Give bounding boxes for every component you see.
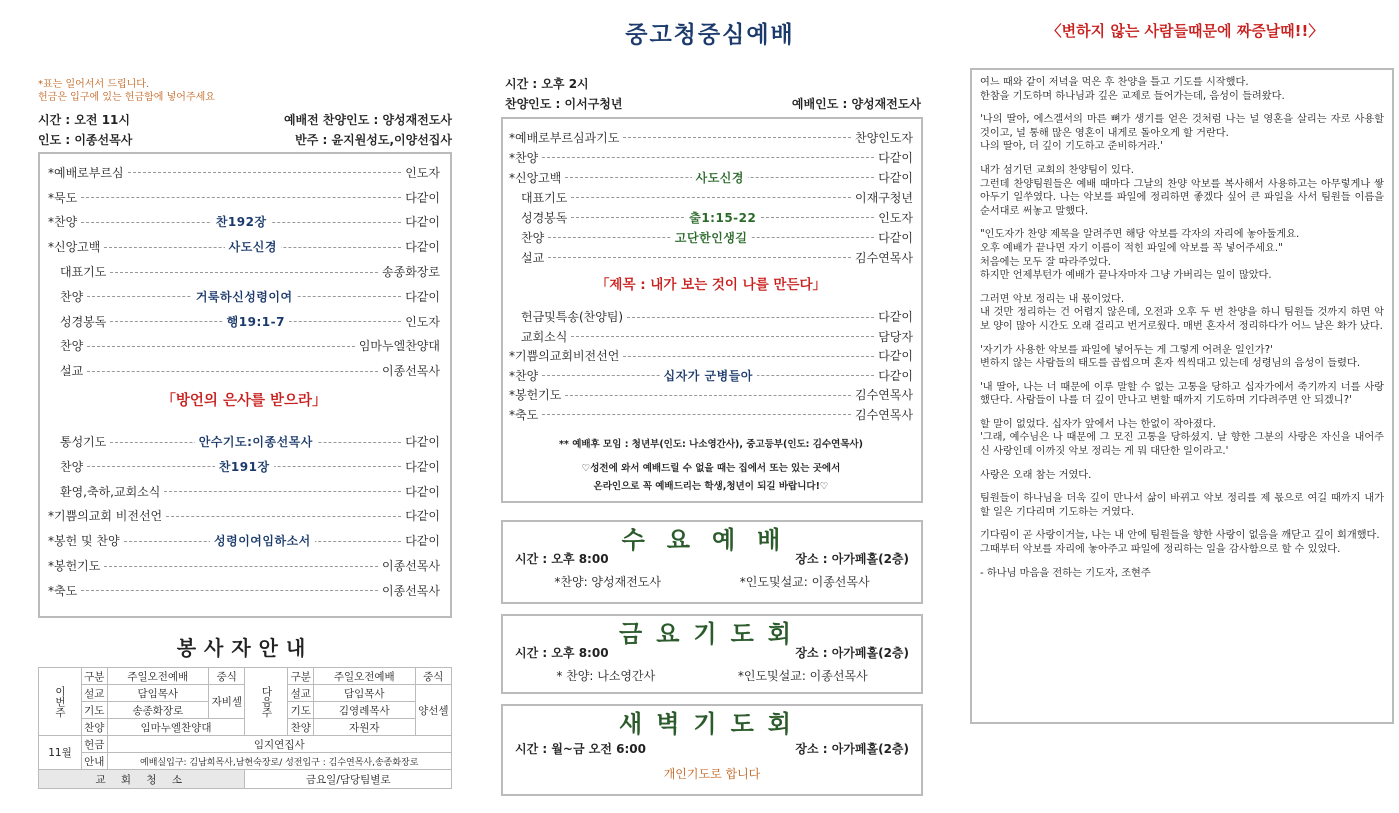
order-row — [48, 309, 440, 334]
order-dots — [565, 170, 874, 184]
order-person: 다같이 — [874, 149, 913, 166]
table-cell: 담임목사 — [107, 685, 209, 702]
wednesday-place: 장소 : 아가페홀(2층) — [795, 552, 909, 566]
order-dots — [110, 435, 401, 449]
table-cell: 기도 — [288, 702, 314, 719]
order-label: 찬양 — [48, 458, 87, 475]
devotional-paragraph: 내가 섬기던 교회의 찬양팀이 있다. 그런데 찬양팀원들은 예배 때마다 그날의 찬양 악보를 복사해서 사용하고는 아무렇게나 쌓아두기 일쑤였다. 나는 악보를 파일에 정리하면 좋겠다 싶어 큰 파일을 사서 팀원들 이름을 순서대로 써놓고 말했다. — [980, 164, 1384, 217]
service-title: 봉사자안내 — [176, 636, 314, 660]
order-label: 교회소식 — [509, 328, 571, 345]
dawn-note: 개인기도로 합니다 — [663, 767, 761, 781]
order-person: 다같이 — [874, 169, 913, 186]
order-label: 대표기도 — [48, 263, 110, 280]
order-person: 인도자 — [401, 313, 440, 330]
morning-praise-leader: 예배전 찬양인도 : 양성재전도사 — [283, 113, 452, 127]
youth-note: ** 예배후 모임 : 청년부(인도: 나소영간사), 중고등부(인도: 김수연목사) — [558, 439, 864, 450]
order-dots — [110, 314, 401, 328]
devotional-paragraph: - 하나님 마음을 전하는 기도자, 조현주 — [980, 567, 1151, 579]
morning-order-list-2 — [48, 429, 440, 603]
order-label: 찬양 — [48, 288, 87, 305]
order-person: 다같이 — [874, 347, 913, 364]
order-label: 찬양 — [48, 337, 87, 354]
order-person: 인도자 — [401, 164, 440, 181]
order-label: *찬양 — [509, 149, 542, 166]
order-dots — [571, 190, 851, 204]
order-label: 설교 — [509, 249, 548, 266]
order-dots — [623, 349, 874, 363]
order-person: 다같이 — [401, 532, 440, 549]
order-row — [48, 504, 440, 529]
table-header: 중식 — [209, 668, 245, 685]
service-table — [38, 667, 452, 789]
youth-praise-leader: 찬양인도 : 이서구청년 — [505, 97, 623, 111]
order-person: 다같이 — [401, 433, 440, 450]
order-dots — [548, 230, 874, 244]
order-label: *기쁨의교회비전선언 — [509, 347, 623, 364]
month-label: 11월 — [39, 736, 82, 770]
order-label: *봉헌기도 — [48, 557, 104, 574]
order-label: *찬양 — [48, 213, 81, 230]
youth-leader: 예배인도 : 양성재전도사 — [791, 97, 921, 111]
this-week-label — [39, 668, 82, 736]
order-label: *봉헌 및 찬양 — [48, 532, 124, 549]
order-row — [48, 334, 440, 359]
order-dots — [81, 190, 401, 204]
order-detail: 거룩하신성령이여 — [192, 288, 297, 305]
devotional-paragraph: "인도자가 찬양 제목을 알려주면 해당 악보를 각자의 자리에 놓아둘게요. 오후 예배가 끝나면 자기 이름이 적힌 파일에 악보를 꼭 넣어주세요." 처음에는 모두 잘 따라주었다. 하지만 언제부턴가 예배가 끝나자마자 그냥 가버리는 일이 많았다. — [980, 229, 1300, 282]
order-person: 다같이 — [401, 288, 440, 305]
friday-title: 금요기도회 — [619, 620, 805, 648]
order-detail: 찬192장 — [212, 213, 271, 230]
order-person: 다같이 — [401, 189, 440, 206]
morning-order-list — [48, 160, 440, 383]
order-person: 이종선목사 — [378, 582, 440, 599]
order-dots — [565, 388, 851, 402]
table-cell: 양선셀 — [415, 685, 451, 736]
youth-time: 시간 : 오후 2시 — [505, 77, 589, 91]
order-row — [509, 147, 913, 167]
wednesday-sermon: *인도및설교: 이종선목사 — [739, 575, 870, 589]
order-label: 헌금및특송(찬양팀) — [509, 308, 627, 325]
table-cell: 교 회 청 소 — [39, 770, 245, 789]
order-person: 찬양인도자 — [851, 129, 913, 146]
devotional-paragraph: 여느 때와 같이 저녁을 먹은 후 찬양을 틀고 기도를 시작했다. 한참을 기도하며 하나님과 깊은 교제로 들어가는데, 음성이 들려왔다. — [980, 77, 1285, 102]
order-label: 환영,축하,교회소식 — [48, 483, 164, 500]
dawn-time: 시간 : 월~금 오전 6:00 — [515, 742, 646, 756]
order-row — [48, 284, 440, 309]
nextweek-text: 다음주 — [260, 685, 273, 718]
friday-place: 장소 : 아가페홀(2층) — [795, 646, 909, 660]
friday-time: 시간 : 오후 8:00 — [515, 646, 609, 660]
order-row — [48, 210, 440, 235]
order-row — [48, 578, 440, 603]
dawn-service-box — [501, 704, 923, 796]
order-dots — [128, 165, 402, 179]
youth-header-row — [501, 94, 923, 114]
order-row — [509, 127, 913, 147]
order-row — [509, 307, 913, 327]
order-detail: 행19:1-7 — [223, 313, 289, 330]
order-row — [509, 227, 913, 247]
order-person: 다같이 — [874, 229, 913, 246]
devotional-paragraph: '내 딸아, 나는 너 때문에 이루 말할 수 없는 고통을 당하고 십자가에서 죽기까지 너를 사랑했단다. 사람들이 나를 더 깊이 만나고 변할 때까지 기도하며 기다려주면 안 되겠니?' — [980, 381, 1384, 407]
table-cell: 설교 — [82, 685, 108, 702]
friday-praise: * 찬양: 나소영간사 — [556, 669, 656, 683]
order-label: *예배로부르심과기도 — [509, 129, 623, 146]
order-label: 대표기도 — [509, 189, 571, 206]
next-week-label — [245, 668, 288, 736]
devotional-paragraph: 사랑은 오래 참는 거였다. — [980, 469, 1092, 481]
wednesday-service-box — [501, 520, 923, 604]
order-dots — [124, 534, 402, 548]
order-row — [48, 160, 440, 185]
order-person: 김수연목사 — [851, 386, 913, 403]
order-dots — [571, 329, 874, 343]
friday-leaders — [515, 667, 909, 684]
order-label: *신앙고백 — [509, 169, 565, 186]
order-row — [509, 405, 913, 425]
table-header: 중식 — [415, 668, 451, 685]
order-row — [48, 259, 440, 284]
order-label: *축도 — [509, 406, 542, 423]
table-cell: 예배실입구: 김남희목사,남현숙장로/ 성전입구 : 김수연목사,송종화장로 — [107, 753, 452, 770]
table-cell: 기도 — [82, 702, 108, 719]
morning-order-box — [38, 152, 452, 618]
order-row — [509, 327, 913, 347]
order-label: 설교 — [48, 362, 87, 379]
order-row — [509, 167, 913, 187]
thisweek-text: 이번주 — [54, 685, 66, 718]
table-cell: 임마누엘찬양대 — [107, 719, 245, 736]
order-person: 송종화장로 — [378, 263, 440, 280]
devotional-paragraph: 그러면 악보 정리는 내 몫이었다. 내 것만 정리하는 건 어렵지 않은데, 오전과 오후 두 번 찬양을 하니 팀원들 것까지 하면 악보 양이 많아 시간도 오래 걸리고 번거로웠다. 매번 혼자서 정리하다가 어느 날은 화가 났다. — [980, 293, 1384, 332]
table-cell: 자원자 — [313, 719, 415, 736]
order-person: 다같이 — [401, 458, 440, 475]
dawn-place: 장소 : 아가페홀(2층) — [795, 742, 909, 756]
table-cell: 금요일/담당팀별로 — [245, 770, 452, 789]
order-dots — [87, 364, 378, 378]
order-row — [509, 247, 913, 267]
order-row — [48, 185, 440, 210]
order-row — [48, 234, 440, 259]
youth-order-list-2 — [509, 307, 913, 424]
standing-note: *표는 일어서서 드립니다. — [38, 79, 150, 90]
youth-online-note-2: 온라인으로 꼭 예배드리는 학생,청년이 되길 바랍니다!♡ — [593, 481, 829, 492]
dawn-time-row — [515, 740, 909, 757]
order-label: *신앙고백 — [48, 238, 104, 255]
order-row — [48, 358, 440, 383]
order-dots — [87, 339, 355, 353]
order-label: *기쁨의교회 비전선언 — [48, 507, 166, 524]
order-dots — [81, 215, 401, 229]
wednesday-title: 수요예배 — [621, 526, 803, 554]
order-dots — [166, 509, 401, 523]
order-row — [509, 207, 913, 227]
morning-sermon-title: 「방언의 은사를 받으라」 — [161, 393, 327, 410]
devotional-paragraph: '나의 딸아, 에스겔서의 마른 뼈가 생기를 얻은 것처럼 나는 널 영혼을 살리는 자로 사용할 것이고, 널 통해 많은 영혼이 내게로 돌아오게 할 거란다. 나의 딸아, 더 깊이 기도하고 준비하거라.' — [980, 114, 1384, 153]
order-person: 임마누엘찬양대 — [355, 337, 440, 354]
order-detail: 안수기도:이종선목사 — [195, 433, 317, 450]
table-cell: 송종화장로 — [107, 702, 209, 719]
order-row — [509, 187, 913, 207]
order-person: 김수연목사 — [851, 249, 913, 266]
order-person: 다같이 — [401, 213, 440, 230]
morning-leader: 인도 : 이종선목사 — [38, 133, 133, 147]
wednesday-leaders — [515, 573, 909, 590]
table-header: 주일오전예배 — [313, 668, 415, 685]
order-detail: 사도신경 — [225, 238, 281, 255]
order-dots — [104, 559, 378, 573]
table-cell: 설교 — [288, 685, 314, 702]
dawn-title: 새벽기도회 — [619, 710, 805, 738]
devotional-text-box — [970, 68, 1394, 724]
devotional-paragraph: '자기가 사용한 악보를 파일에 넣어두는 게 그렇게 어려운 일인가?' 변하지 않는 사람들의 태도를 곱씹으며 혼자 씩씩대고 있는데 성령님의 음성이 들렸다. — [980, 344, 1361, 370]
youth-sermon-title: 「제목 : 내가 보는 것이 나를 만든다」 — [595, 277, 827, 293]
table-cell: 김영례목사 — [313, 702, 415, 719]
table-cell: 임지연집사 — [107, 736, 452, 753]
morning-time: 시간 : 오전 11시 — [38, 113, 130, 127]
order-row — [48, 454, 440, 479]
order-dots — [164, 484, 401, 498]
order-label: 통성기도 — [48, 433, 110, 450]
page-title: 중고청중심예배 — [625, 22, 795, 48]
morning-service-column — [38, 78, 452, 798]
order-dots — [623, 130, 851, 144]
devotional-paragraph: 기다림이 곧 사랑이거늘, 나는 내 안에 팀원들을 향한 사랑이 없음을 깨닫고 깊이 회개했다. 그때부터 악보를 자리에 놓아주고 파일에 정리하는 일을 감사함으로 할 수 있었다. — [980, 530, 1380, 556]
order-person: 인도자 — [874, 209, 913, 226]
order-label: *묵도 — [48, 189, 81, 206]
order-row — [48, 429, 440, 454]
order-person: 담당자 — [874, 328, 913, 345]
table-header: 구분 — [82, 668, 108, 685]
order-detail: 성령이여임하소서 — [210, 532, 315, 549]
order-row — [48, 553, 440, 578]
order-dots — [548, 250, 851, 264]
order-dots — [110, 265, 378, 279]
morning-header-row-1 — [38, 110, 452, 130]
table-cell: 헌금 — [82, 736, 108, 753]
order-label: 성경봉독 — [509, 209, 571, 226]
right-headline: 〈변하지 않는 사람들때문에 짜증날때!!〉 — [1046, 22, 1324, 40]
table-cell: 담임목사 — [313, 685, 415, 702]
order-person: 다같이 — [401, 238, 440, 255]
order-detail: 출1:15-22 — [685, 209, 760, 226]
morning-header-row-2 — [38, 130, 452, 150]
youth-service-column — [501, 74, 923, 503]
table-header: 구분 — [288, 668, 314, 685]
order-detail: 찬191장 — [215, 458, 274, 475]
order-row — [509, 385, 913, 405]
order-person: 김수연목사 — [851, 406, 913, 423]
offering-note: 헌금은 입구에 있는 헌금함에 넣어주세요 — [38, 92, 215, 103]
order-dots — [81, 583, 378, 597]
order-person: 다같이 — [874, 367, 913, 384]
table-cell: 찬양 — [82, 719, 108, 736]
order-person: 이종선목사 — [378, 557, 440, 574]
order-detail: 사도신경 — [692, 169, 748, 186]
order-row — [509, 346, 913, 366]
order-label: 찬양 — [509, 229, 548, 246]
morning-accompany: 반주 : 윤지원성도,이양선집사 — [295, 133, 452, 147]
order-label: *봉헌기도 — [509, 386, 565, 403]
order-label: *찬양 — [509, 367, 542, 384]
order-person: 다같이 — [874, 308, 913, 325]
wednesday-praise: *찬양: 양성재전도사 — [554, 575, 661, 589]
devotional-paragraph: 팀원들이 하나님을 더욱 깊이 만나서 삶이 바뀌고 악보 정리를 제 몫으로 여길 때까지 내가 할 일은 기다리며 기도하는 거였다. — [980, 493, 1384, 518]
table-cell: 자비셀 — [209, 685, 245, 719]
friday-service-box — [501, 614, 923, 694]
youth-order-list — [509, 127, 913, 267]
youth-online-note-1: ♡성전에 와서 예배드릴 수 없을 때는 집에서 또는 있는 곳에서 — [581, 463, 841, 474]
table-header: 주일오전예배 — [107, 668, 209, 685]
order-dots — [542, 407, 851, 421]
order-detail: 십자가 군병들아 — [660, 367, 757, 384]
order-label: 성경봉독 — [48, 313, 110, 330]
order-dots — [87, 289, 401, 303]
order-dots — [542, 368, 874, 382]
order-label: *예배로부르심 — [48, 164, 128, 181]
table-cell: 안내 — [82, 753, 108, 770]
order-row — [509, 366, 913, 386]
wednesday-time: 시간 : 오후 8:00 — [515, 552, 609, 566]
order-label: *축도 — [48, 582, 81, 599]
order-detail: 고단한인생길 — [671, 229, 752, 246]
devotional-paragraph: 할 말이 없었다. 십자가 앞에서 나는 한없이 작아졌다. '그래, 예수님은 나 때문에 그 모진 고통을 당하셨지. 날 향한 그분의 사랑은 자신을 내어주신 사랑인데 이까짓 악보 정리는 게 뭐 대단한 일이라고.' — [980, 418, 1384, 458]
order-row — [48, 479, 440, 504]
order-person: 다같이 — [401, 483, 440, 500]
order-dots — [571, 210, 874, 224]
order-person: 다같이 — [401, 507, 440, 524]
order-person: 이재구청년 — [851, 189, 913, 206]
order-row — [48, 528, 440, 553]
order-dots — [627, 310, 874, 324]
order-person: 이종선목사 — [378, 362, 440, 379]
order-dots — [104, 240, 401, 254]
order-dots — [542, 150, 874, 164]
order-dots — [87, 459, 401, 473]
friday-sermon: *인도및설교: 이종선목사 — [737, 669, 868, 683]
youth-order-box — [501, 117, 923, 503]
table-cell: 찬양 — [288, 719, 314, 736]
